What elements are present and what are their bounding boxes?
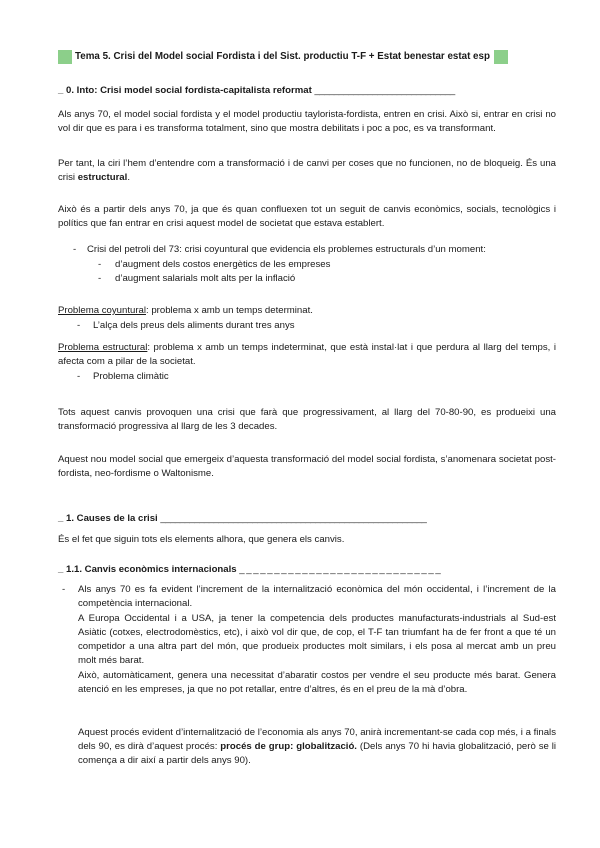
bullet-dash: - <box>77 320 81 331</box>
section-1-1-heading: _ 1.1. Canvis econòmics internacionals _ _ _ _ _ _ _ _ _ _ _ _ _ _ _ _ _ _ _ _ _ _ _ _ _ _ _ _ _ <box>58 564 441 575</box>
bullet-dash: - <box>98 259 102 270</box>
bullet-dash: - <box>98 273 102 284</box>
document-title: Tema 5. Crisi del Model social Fordista i del Sist. productiu T-F + Estat benestar estat esp <box>75 51 490 62</box>
paragraph: Als anys 70, el model social fordista y el model productiu taylorista-fordista, entren en crisi. Això si, entrar en crisi no vol dir que es para i es transforma totalment, sino que mostra debilitats i poc a poc, es va transformant. <box>58 109 556 134</box>
bullet-dash: - <box>73 244 77 255</box>
list-item: d’augment dels costos energètics de les empreses <box>115 259 331 270</box>
paragraph: Això és a partir dels anys 70, ja que és quan confluexen tot un seguit de canvis econòmics, socials, tecnològics i polítics que fan entrar en crisi aquest model de societat que estava establert. <box>58 204 556 229</box>
paragraph: Aquest nou model social que emergeix d’aquesta transformació del model social fordista, s’anomenara societat post-fordista, neo-fordisme o Waltonisme. <box>58 454 556 479</box>
list-item: Aquest procés evident d’internalització de l’economia als anys 70, anirà incrementant-se cada cop més, i a finals dels 90, es dirà d’aquest procés: procés de grup: globalització. (Dels anys 70 hi havia globalització, però se li comença a dir així a partir dels anys 90). <box>78 727 557 766</box>
list-item: L’alça dels preus dels aliments durant tres anys <box>93 320 295 331</box>
paragraph: Per tant, la ciri l’hem d’entendre com a transformació i de canvi per coses que no funcionen, no de bloqueig. És una crisi estructural. <box>58 158 556 183</box>
green-square-icon <box>58 50 72 64</box>
paragraph: És el fet que siguin tots els elements alhora, que genera els canvis. <box>58 534 345 545</box>
green-square-icon <box>494 50 508 64</box>
list-item: Crisi del petroli del 73: crisi coyuntural que evidencia els problemes estructurals d’un moment: <box>87 244 486 255</box>
section-1-heading: _ 1. Causes de la crisi _______________________________________________________ <box>58 513 427 524</box>
list-item: Als anys 70 es fa evident l’increment de la internalització econòmica del món occidental, i l’increment de la competència internacional. <box>78 584 556 609</box>
document-title-bar <box>58 49 558 65</box>
list-item: Problema climàtic <box>93 371 169 382</box>
bullet-dash: - <box>77 371 81 382</box>
bullet-dash: - <box>62 584 66 595</box>
section-0-heading: _ 0. Into: Crisi model social fordista-capitalista reformat _____________________________ <box>58 85 455 96</box>
paragraph: Tots aquest canvis provoquen una crisi que farà que progressivament, al llarg del 70-80-90, es produeixi una transformació progressiva al llarg de les 3 decades. <box>58 407 556 432</box>
list-item: d’augment salarials molt alts per la inflació <box>115 273 296 284</box>
list-item: A Europa Occidental i a USA, ja tener la competencia dels productes manufacturats-industrials al Sud-est Asiàtic (cotxes, electrodomèstics, etc), i això vol dir que, de cop, el T-F tan triumfant ha de fer front a que té un competidor a una altra part del món, que produeix productes molt similars, i els posa al mercat amb un preu molt més barat. <box>78 613 556 666</box>
definition-coyuntural: Problema coyuntural: problema x amb un temps determinat. <box>58 305 313 316</box>
list-item: Això, automàticament, genera una necessitat d’abaratir costos per vendre el seu producte més barat. Genera atenció en les empreses, ja que no pot retallar, entre d’altres, és en el preu de la mà d’obra. <box>78 670 556 695</box>
definition-estructural: Problema estructural: problema x amb un temps indeterminat, que està instal·lat i que perdura al llarg del temps, i afecta com a pilar de la societat. <box>58 342 556 367</box>
